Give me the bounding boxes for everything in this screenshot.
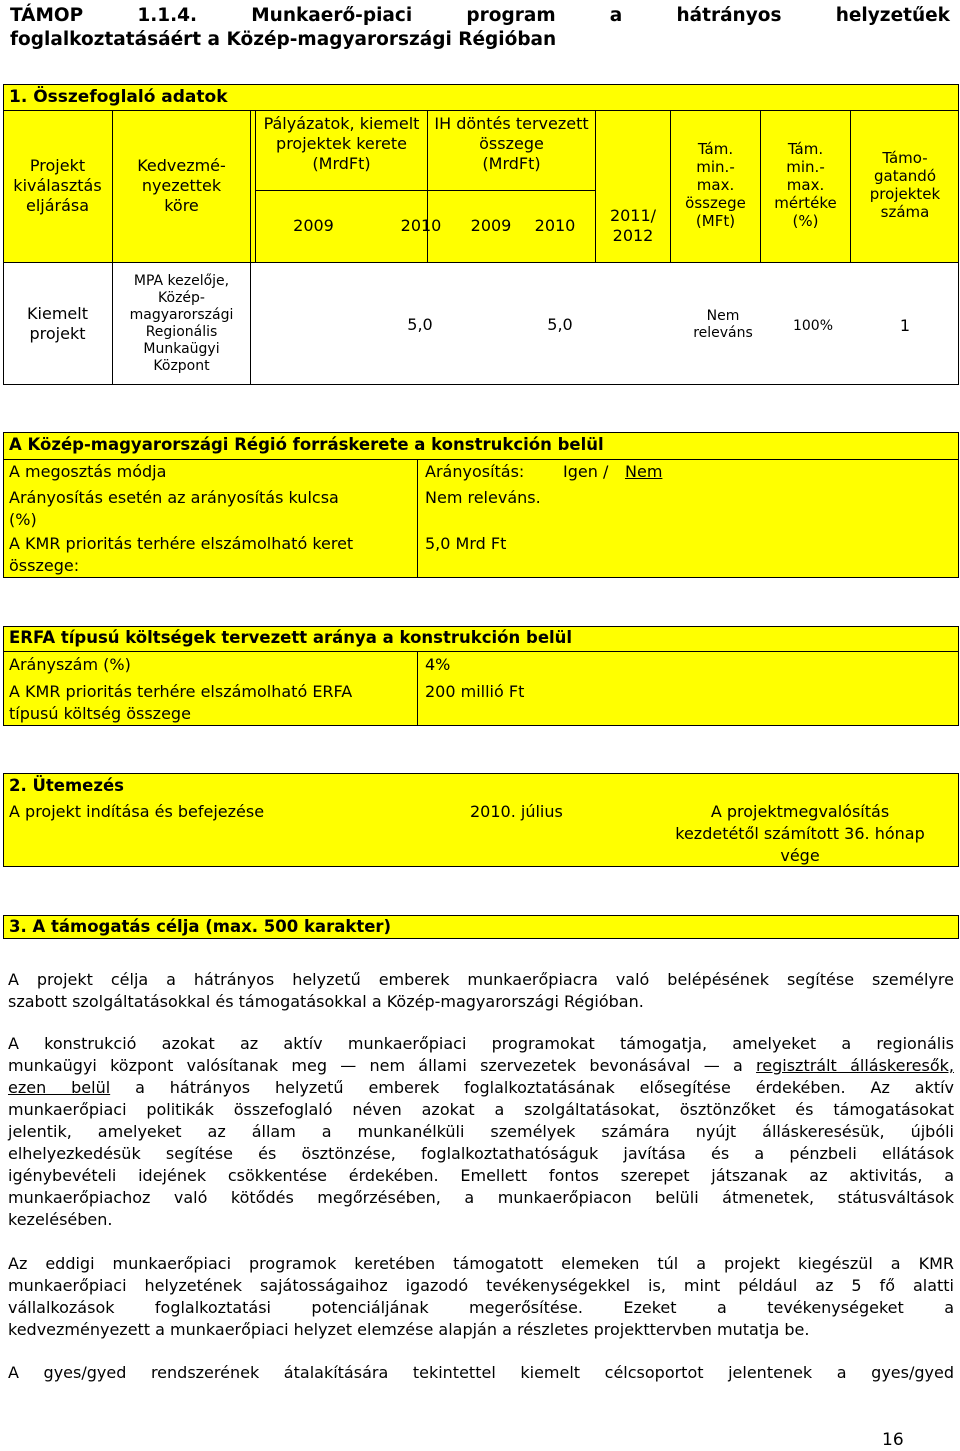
forraskeret-heading: A Közép-magyarországi Régió forráskerete a konstrukción belül (9, 435, 604, 454)
row-tam-osszeg: Nem releváns (693, 308, 753, 341)
header-projekt: Projekt kiválasztás eljárása (13, 156, 102, 215)
erfa-heading: ERFA típusú költségek tervezett aránya a konstrukción belül (9, 628, 573, 647)
page-number: 16 (882, 1430, 904, 1450)
header-palyazatok: Pályázatok, kiemelt projektek kerete (MrdFt) (263, 114, 420, 173)
row-value-ih-2009: 5,0 (407, 315, 433, 334)
forraskeret-aranyositas-label: Arányosítás: (425, 462, 525, 481)
forraskeret-igen: Igen / (563, 462, 609, 481)
cel-heading: 3. A támogatás célja (max. 500 karakter) (9, 917, 392, 936)
header-year-2010b: 2010 (534, 216, 576, 235)
utemezes-end: A projektmegvalósítás kezdetétől számított 36. hónap vége (675, 802, 925, 865)
cel-paragraph-3: Az eddigi munkaerőpiaci programok keretében támogatott elemeken túl a projekt kiegészül a KMR munkaerőpiaci helyzetének sajátosságaihoz igazodó tevékenységekkel is, mint például az 5 fő alatti vállalkozások foglalkoztatási potenciáljának megerősítése. Ezeket a tevékenységeket a kedvezményezett a munkaerőpiaci helyzet elemzése alapján a részletes projekttervben mutatja be. (8, 1254, 954, 1339)
forraskeret-megosztas-label: A megosztás módja (9, 462, 167, 481)
section1-heading: 1. Összefoglaló adatok (9, 87, 228, 107)
header-year-2009b: 2009 (470, 216, 512, 235)
header-2011-2012: 2011/ 2012 (609, 206, 657, 245)
forraskeret-keret-value: 5,0 Mrd Ft (425, 534, 507, 553)
forraskeret-nem: Nem (625, 462, 663, 481)
erfa-koltseg-value: 200 millió Ft (425, 682, 525, 701)
document-title-line1: TÁMOP 1.1.4. Munkaerő-piaci program a hátrányos helyzetűek (10, 5, 950, 26)
forraskeret-kulcs-value: Nem releváns. (425, 488, 541, 507)
header-tamogatando-projektek: Támo- gatandó projektek száma (869, 149, 941, 221)
forraskeret-kulcs-label: Arányosítás esetén az arányosítás kulcsa (%) (9, 488, 339, 529)
row-value-ih-2010: 5,0 (547, 315, 573, 334)
header-year-2010a: 2010 (400, 216, 442, 235)
header-ih-dontes: IH döntés tervezett összege (MrdFt) (434, 114, 589, 173)
cel-paragraph-4: A gyes/gyed rendszerének átalakítására tekintettel kiemelt célcsoportot jelentenek a gyes/gyed (8, 1363, 954, 1382)
row-tam-mertek: 100% (792, 317, 834, 334)
erfa-koltseg-label: A KMR prioritás terhére elszámolható ERFA típusú költség összege (9, 682, 353, 723)
forraskeret-keret-label: A KMR prioritás terhére elszámolható keret összege: (9, 534, 354, 575)
row-kedvezmenyezett: MPA kezelője, Közép- magyarországi Regionális Munkaügyi Központ (129, 273, 234, 374)
document-title-line2: foglalkoztatásáért a Közép-magyarországi Régióban (10, 29, 557, 50)
cel-paragraph-1: A projekt célja a hátrányos helyzetű emberek munkaerőpiacra való belépésének segítése személyre szabott szolgáltatásokkal és támogatásokkal a Közép-magyarországi Régióban. (8, 970, 954, 1011)
row-kiemelt-projekt: Kiemelt projekt (27, 304, 88, 343)
header-year-2009a: 2009 (293, 216, 334, 235)
utemezes-label: A projekt indítása és befejezése (9, 802, 265, 821)
erfa-aranyszam-value: 4% (425, 655, 451, 674)
header-tam-merteke: Tám. min.- max. mértéke (%) (774, 140, 837, 230)
erfa-aranyszam-label: Arányszám (%) (9, 655, 131, 674)
header-tam-osszege: Tám. min.- max. összege (MFt) (685, 140, 746, 230)
row-projektek-szama: 1 (899, 316, 911, 335)
cel-paragraph-2: A konstrukció azokat az aktív munkaerőpiaci programokat támogatja, amelyeket a regionális munkaügyi központ valósítanak meg — nem állami szervezetek bevonásával — a regisztrált álláskeresők, ezen belül a hátrányos helyzetű emberek foglalkoztatásának elősegítése érdekében. Az aktív munkaerőpiaci politikák összefoglaló néven azokat a szolgáltatásokat, ösztönzőket és támogatásokat jelentik, amelyeket az állam a munkanélküli személyek számára nyújt álláskeresésük, újbóli elhelyezkedésük segítése és ösztönzése, foglalkoztathatóságuk javítása és a pénzbeli ellátások igénybevételi idejének csökkentése érdekében. Emellett fontos szerepet játszanak az aktivitás, a munkaerőpiachoz való kötődés megőrzésében, a munkaerőpiacon belüli átmenetek, státusváltások kezelésében. (8, 1034, 955, 1229)
header-kedvezmenyezettek: Kedvezmé- nyezettek köre (137, 156, 226, 215)
utemezes-heading: 2. Ütemezés (9, 776, 124, 795)
utemezes-start: 2010. július (470, 802, 563, 821)
